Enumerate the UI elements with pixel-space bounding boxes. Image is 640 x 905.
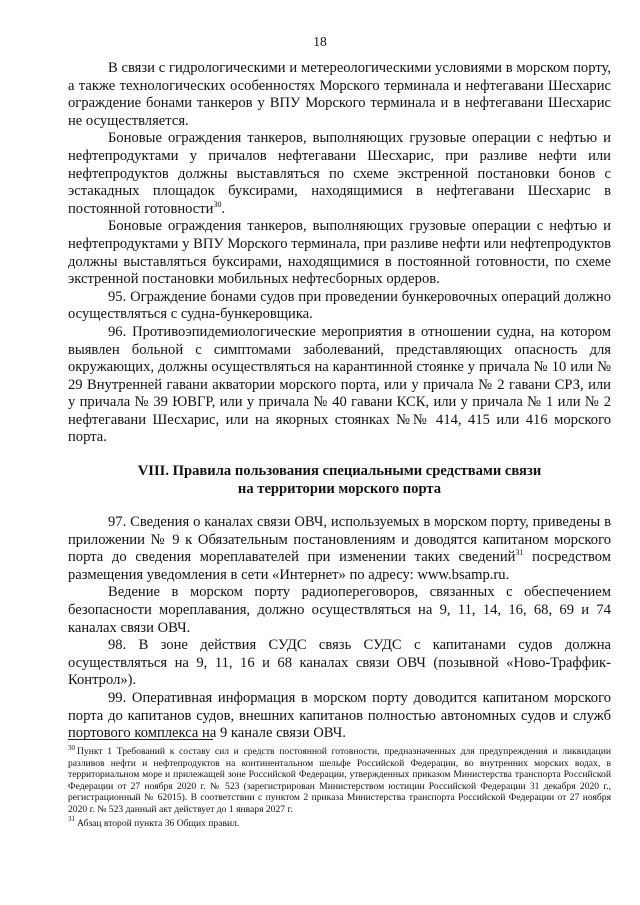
footnote: $^{30}$ Пункт 1 Требований к составу сил и средств постоянной готовности, предназначенных для предупреждения и ликвидации разливов нефти и нефтепродуктов на континентальном шельфе Российской Федерации, во внутренних морских водах, в территориальном море и прилежащей зоне Российской Федерации, утвержденных приказом Министерства транспорта Российской Федерации от 27 ноября 2020 г. № 523 (зарегистрирован Министерством юстиции Российской Федерации 31 декабря 2020 г., регистрационный № 62015). В соответствии с пунктом 2 приказа Министерства транспорта Российской Федерации от 27 ноября 2020 г. № 523 данный акт действует до 1 января 2027 г. [68,743,611,815]
paragraph: 95. Ограждение бонами судов при проведении бункеровочных операций должно осуществляться с судна-бункеровщика. [68,288,611,323]
footnote-divider [68,739,213,740]
paragraph: Боновые ограждения танкеров, выполняющих грузовые операции с нефтью и нефтепродуктами у ВПУ Морского терминала, при разливе нефти или нефтепродуктов должны выставляться буксирами, находящимися в постоянной готовности, по схеме экстренной постановки мобильных нефтесборных ордеров. [68,218,611,288]
section-title-line: VIII. Правила пользования специальными средствами связи [137,463,542,480]
paragraph: 98. В зоне действия СУДС связь СУДС с капитанами судов должна осуществляться на 9, 11, 16 и 68 каналах связи ОВЧ (позывной «Ново-Траффик-Контрол»). [68,637,611,689]
paragraph: В связи с гидрологическими и метереологическими условиями в морском порту, а также технологических особенностях Морского терминала и нефтегавани Шесхарис ограждение бонами танкеров у ВПУ Морского терминала и в нефтегавани Шесхарис не осуществляется. [68,60,611,129]
footnote-mark: 30 [68,743,75,752]
page-number: 18 [313,34,327,49]
footnote-ref[interactable]: 31 [515,548,524,558]
paragraph: 96. Противоэпидемиологические мероприятия в отношении судна, на котором выявлен больной с симптомами заболеваний, представляющих опасность для окружающих, должны осуществляться на карантинной стоянке у причала № 10 или № 29 Внутренней гавани акватории морского порта, или у причала № 2 гавани СРЗ, или у причала № 39 ЮВГР, или у причала № 40 гавани КСК, или у причала № 1 или № 2 нефтегавани Шесхарис, или на якорных стоянках №№ 414, 415 или 416 морского порта. [68,323,611,446]
footnotes [68,743,611,829]
footnote: $^{31}$ Абзац второй пункта 36 Общих правил. [68,815,240,829]
section-title-line: на территории морского порта [237,481,442,498]
section-title [68,462,611,498]
paragraph: 99. Оперативная информация в морском порту доводится капитаном морского порта до капитанов судов, внешних капитанов полностью автономных судов и служб портового комплекса на 9 канале связи ОВЧ. [68,690,611,742]
footnote-mark: 31 [68,815,75,824]
body-text [68,60,611,743]
footnote-ref[interactable]: 30 [213,199,222,209]
paragraph: Ведение в морском порту радиопереговоров, связанных с обеспечением безопасности мореплавания, должно осуществляться на 9, 11, 14, 16, 68, 69 и 74 каналах связи ОВЧ. [68,584,611,636]
paragraph: Боновые ограждения танкеров, выполняющих грузовые операции с нефтью и нефтепродуктами у причалов нефтегавани Шесхарис, при разливе нефти или нефтепродуктов должны выставляться по схеме экстренной постановки бонов с эстакадных площадок буксирами, находящимися в нефтегавани Шесхарис в постоянной готовности$^{30}$. [68,130,611,217]
paragraph: 97. Сведения о каналах связи ОВЧ, используемых в морском порту, приведены в приложении № 9 к Обязательным постановлениям и доводятся капитаном морского порта до сведения мореплавателей при изменении таких сведений$^{31}$ посредством размещения уведомления в сети «Интернет» по адресу: www.bsamp.ru. [68,514,611,583]
